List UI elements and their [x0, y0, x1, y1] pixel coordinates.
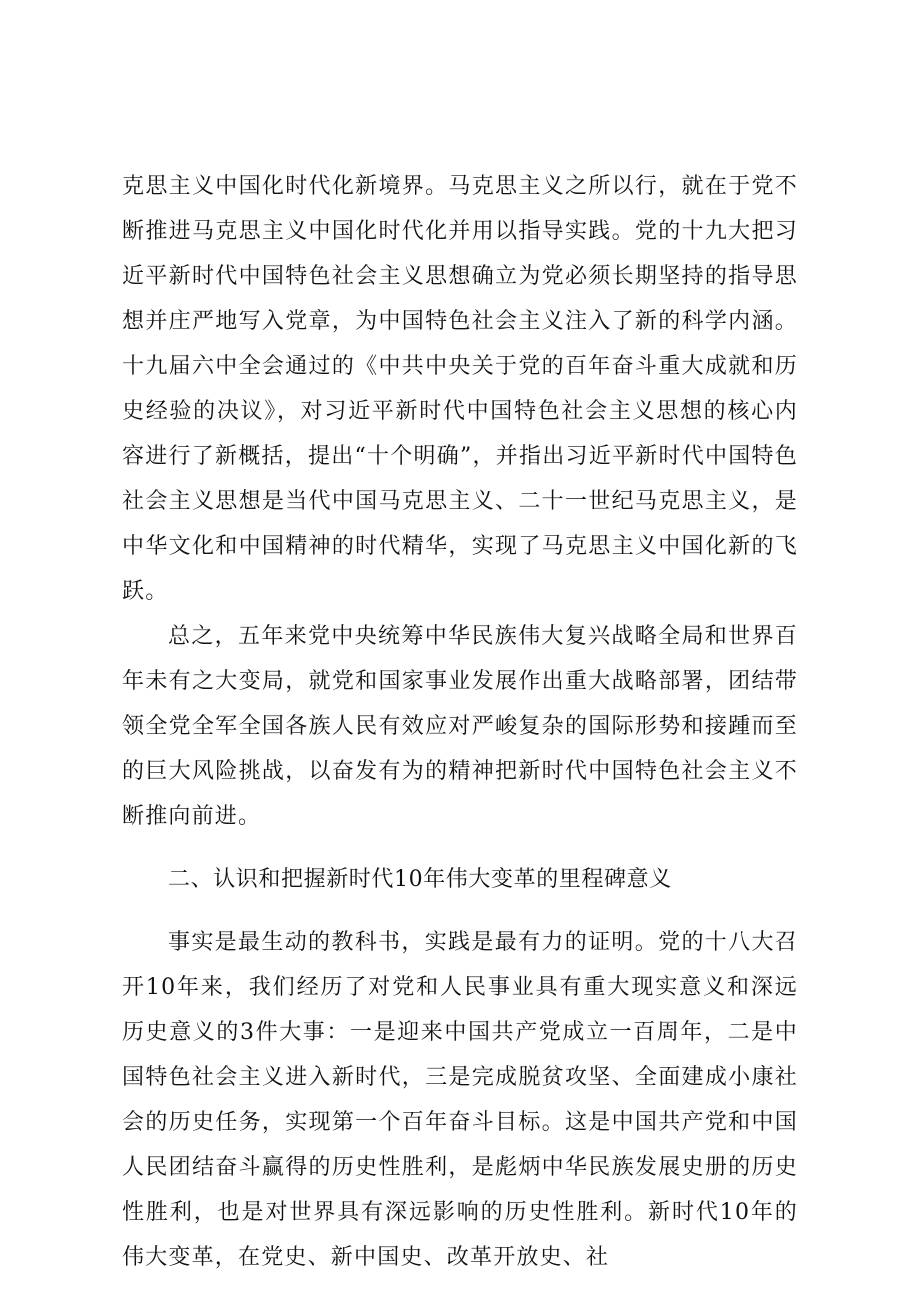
- paragraph-continuation: 克思主义中国化时代化新境界。马克思主义之所以行，就在于党不断推进马克思主义中国化时代化并用以指导实践。党的十九大把习近平新时代中国特色社会主义思想确立为党必须长期坚持的指导思想并庄严地写入党章，为中国特色社会主义注入了新的科学内涵。十九届六中全会通过的《中共中央关于党的百年奋斗重大成就和历史经验的决议》，对习近平新时代中国特色社会主义思想的核心内容进行了新概括，提出“十个明确”，并指出习近平新时代中国特色社会主义思想是当代中国马克思主义、二十一世纪马克思主义，是中华文化和中国精神的时代精华，实现了马克思主义中国化新的飞跃。: [122, 174, 798, 604]
- paragraph-section-body: 事实是最生动的教科书，实践是最有力的证明。党的十八大召开10年来，我们经历了对党和人民事业具有重大现实意义和深远历史意义的3件大事：一是迎来中国共产党成立一百周年，二是中国特色社会主义进入新时代，三是完成脱贫攻坚、全面建成小康社会的历史任务，实现第一个百年奋斗目标。这是中国共产党和中国人民团结奋斗赢得的历史性胜利，是彪炳中华民族发展史册的历史性胜利，也是对世界具有深远影响的历史性胜利。新时代10年的伟大变革，在党史、新中国史、改革开放史、社: [122, 930, 798, 1270]
- document-body: [122, 164, 798, 1280]
- paragraph-summary: 总之，五年来党中央统筹中华民族伟大复兴战略全局和世界百年未有之大变局，就党和国家事业发展作出重大战略部署，团结带领全党全军全国各族人民有效应对严峻复杂的国际形势和接踵而至的巨大风险挑战，以奋发有为的精神把新时代中国特色社会主义不断推向前进。: [122, 624, 798, 829]
- section-heading: 二、认识和把握新时代10年伟大变革的里程碑意义: [168, 867, 672, 892]
